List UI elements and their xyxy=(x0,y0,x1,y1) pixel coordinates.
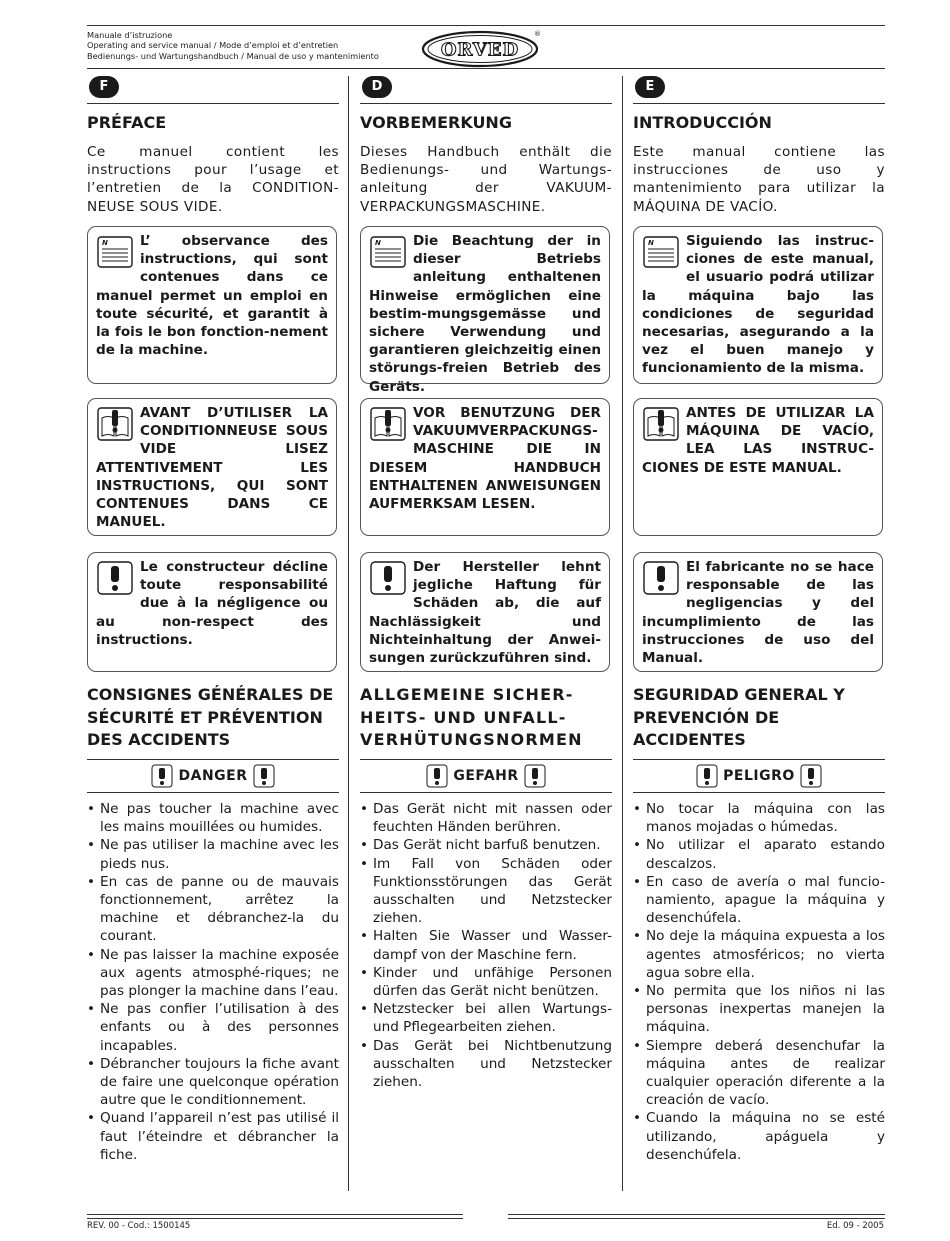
notepad-icon xyxy=(642,234,680,270)
registered-mark: ® xyxy=(534,30,541,38)
list-item: • Quand l’appareil n’est pas utilisé il faut l’éteindre et débrancher la fiche. xyxy=(87,1109,339,1164)
note-text: Siguiendo las instruc-ciones de este manual, el usuario podrá utilizar la máquina bajo las condiciones de seguridad necesarias, asegurando a la vez el buen manejo y funcionamiento de la misma. xyxy=(642,233,874,377)
note-text: AVANT D’UTILISER LA CONDITIONNEUSE SOUS VIDE LISEZ ATTENTIVEMENT LES INSTRUCTIONS, QUI SONT CONTENUES DANS CE MANUEL. xyxy=(96,405,328,531)
warning-label: GEFAHR xyxy=(453,768,519,784)
exclamation-icon xyxy=(151,764,173,788)
list-item: • Ne pas toucher la machine avec les mains mouillées ou humides. xyxy=(87,800,339,836)
column-divider xyxy=(622,76,623,1191)
language-badge: F xyxy=(89,76,119,98)
column-french xyxy=(87,76,339,1163)
list-item: • No utilizar el aparato estando descalzos. xyxy=(633,836,885,872)
column-divider xyxy=(348,76,349,1191)
book-warning-icon xyxy=(369,406,407,442)
note-text: Le constructeur décline toute responsabilité due à la négligence ou au non-respect des instructions. xyxy=(96,559,328,648)
note-text: El fabricante no se hace responsable de las negligencias y del incumplimiento de las instrucciones de uso del Manual. xyxy=(642,559,874,667)
notepad-icon xyxy=(369,234,407,270)
header-text xyxy=(87,30,379,61)
header-line-1: Manuale d’istruzione xyxy=(87,30,173,40)
list-item: • Débrancher toujours la fiche avant de faire une quelconque opération autre que le conditionnement. xyxy=(87,1055,339,1110)
column-title: PRÉFACE xyxy=(87,113,167,132)
language-badge: D xyxy=(362,76,392,98)
safety-list xyxy=(87,800,339,1164)
liability-box xyxy=(633,552,883,672)
list-item: • Das Gerät nicht barfuß benutzen. xyxy=(360,836,612,854)
warning-label: PELIGRO xyxy=(723,768,795,784)
logo-text: ORVED xyxy=(440,39,520,61)
list-item: • Ne pas confier l’utilisation à des enfants ou à des personnes incapables. xyxy=(87,1000,339,1055)
column-title: VORBEMERKUNG xyxy=(360,113,512,132)
intro-text: Ce manuel contient les instructions pour l’usage et l’entretien de la CONDITION-NEUSE SOUS VIDE. xyxy=(87,144,339,215)
warning-bar xyxy=(633,759,885,793)
intro-text: Este manual contiene las instrucciones de uso y mantenimiento para utilizar la MÁQUINA DE VACÍO. xyxy=(633,144,885,215)
liability-box xyxy=(87,552,337,672)
book-warning-icon xyxy=(642,406,680,442)
warning-label: DANGER xyxy=(178,768,248,784)
note-text: L’ observance des instructions, qui sont contenues dans ce manuel permet un emploi en toute sécurité, et garantit à la fois le bon fonction-nement de la machine. xyxy=(96,233,328,359)
column-spanish xyxy=(633,76,885,1163)
exclamation-icon xyxy=(253,764,275,788)
list-item: • Netzstecker bei allen Wartungs-und Pflegearbeiten ziehen. xyxy=(360,1000,612,1036)
note-text: Die Beachtung der in dieser Betriebs anleitung enthaltenen Hinweise ermöglichen eine bestim-mungsgemässe und sichere Verwendung und garantieren gleichzeitig einen störungs-freien Betrieb des Geräts. xyxy=(369,233,601,395)
list-item: • No tocar la máquina con las manos mojadas o húmedas. xyxy=(633,800,885,836)
note-text: VOR BENUTZUNG DER VAKUUMVERPACKUNGS-MASCHINE DIE IN DIESEM HANDBUCH ENTHALTENEN ANWEISUNGEN AUFMERKSAM LESEN. xyxy=(369,405,601,513)
exclamation-icon xyxy=(96,560,134,596)
badge-rule xyxy=(360,103,612,104)
edition-date: Ed. 09 - 2005 xyxy=(826,1221,884,1231)
read-manual-box xyxy=(360,398,610,536)
svg-text:N: N xyxy=(375,239,381,247)
liability-box xyxy=(360,552,610,672)
list-item: • Siempre deberá desenchufar la máquina antes de realizar cualquier operación diferente a la creación de vacío. xyxy=(633,1037,885,1110)
badge-rule xyxy=(87,103,339,104)
intro-text: Dieses Handbuch enthält die Bedienungs- und Wartungs-anleitung der VAKUUM-VERPACKUNGSMASCHINE. xyxy=(360,144,612,215)
exclamation-icon xyxy=(369,560,407,596)
footer-rule-left xyxy=(87,1214,463,1215)
note-box xyxy=(633,226,883,384)
footer-rule-right xyxy=(508,1218,885,1219)
exclamation-icon xyxy=(696,764,718,788)
language-badge: E xyxy=(635,76,665,98)
svg-text:N: N xyxy=(102,239,108,247)
read-manual-box xyxy=(87,398,337,536)
safety-list xyxy=(360,800,612,1091)
list-item: • Das Gerät nicht mit nassen oder feuchten Händen berühren. xyxy=(360,800,612,836)
exclamation-icon xyxy=(524,764,546,788)
footer-rule-left xyxy=(87,1218,463,1219)
note-box xyxy=(87,226,337,384)
list-item: • En caso de avería o mal funcio-namiento, apague la máquina y desenchúfela. xyxy=(633,873,885,928)
warning-bar xyxy=(360,759,612,793)
list-item: • Im Fall von Schäden oder Funktionsstörungen das Gerät ausschalten und Netzstecker ziehen. xyxy=(360,855,612,928)
note-text: Der Hersteller lehnt jegliche Haftung für Schäden ab, die auf Nachlässigkeit und Nichteinhaltung der Anwei-sungen zurückzuführen sind. xyxy=(369,559,601,667)
header-top-rule xyxy=(87,25,885,26)
badge-rule xyxy=(633,103,885,104)
list-item: • No deje la máquina expuesta a los agentes atmosféricos; no vierta agua sobre ella. xyxy=(633,927,885,982)
header-line-3: Bedienungs- und Wartungshandbuch / Manual de uso y mantenimiento xyxy=(87,50,379,61)
list-item: • En cas de panne ou de mauvais fonctionnement, arrêtez la machine et débranchez-la du courant. xyxy=(87,873,339,946)
column-title: INTRODUCCIÓN xyxy=(633,113,772,132)
read-manual-box xyxy=(633,398,883,536)
footer-rule-right xyxy=(508,1214,885,1215)
section-title: ALLGEMEINE SICHER-HEITS- UND UNFALL-VERHÜTUNGSNORMEN xyxy=(360,685,583,749)
section-title: CONSIGNES GÉNÉRALES DE SÉCURITÉ ET PRÉVENTION DES ACCIDENTS xyxy=(87,685,334,749)
note-text: ANTES DE UTILIZAR LA MÁQUINA DE VACÍO, LEA LAS INSTRUC-CIONES DE ESTE MANUAL. xyxy=(642,405,874,476)
exclamation-icon xyxy=(642,560,680,596)
list-item: • Halten Sie Wasser und Wasser-dampf von der Maschine fern. xyxy=(360,927,612,963)
list-item: • Das Gerät bei Nichtbenutzung ausschalten und Netzstecker ziehen. xyxy=(360,1037,612,1092)
list-item: • Cuando la máquina no se esté utilizando, apáguela y desenchúfela. xyxy=(633,1109,885,1164)
note-box xyxy=(360,226,610,395)
exclamation-icon xyxy=(800,764,822,788)
book-warning-icon xyxy=(96,406,134,442)
revision-code: REV. 00 - Cod.: 1500145 xyxy=(87,1221,191,1231)
warning-bar xyxy=(87,759,339,793)
list-item: • Ne pas utiliser la machine avec les pieds nus. xyxy=(87,836,339,872)
safety-list xyxy=(633,800,885,1164)
exclamation-icon xyxy=(426,764,448,788)
section-title: SEGURIDAD GENERAL Y PREVENCIÓN DE ACCIDENTES xyxy=(633,685,845,749)
list-item: • Kinder und unfähige Personen dürfen das Gerät nicht benützen. xyxy=(360,964,612,1000)
notepad-icon xyxy=(96,234,134,270)
header-line-2: Operating and service manual / Mode d’emploi et d’entretien xyxy=(87,40,339,51)
svg-text:N: N xyxy=(648,239,654,247)
list-item: • No permita que los niños ni las personas inexpertas manejen la máquina. xyxy=(633,982,885,1037)
list-item: • Ne pas laisser la machine exposée aux agents atmosphé-riques; ne pas plonger la machine dans l’eau. xyxy=(87,946,339,1001)
header-bottom-rule xyxy=(87,68,885,69)
column-german xyxy=(360,76,612,1091)
orved-logo xyxy=(420,28,544,70)
